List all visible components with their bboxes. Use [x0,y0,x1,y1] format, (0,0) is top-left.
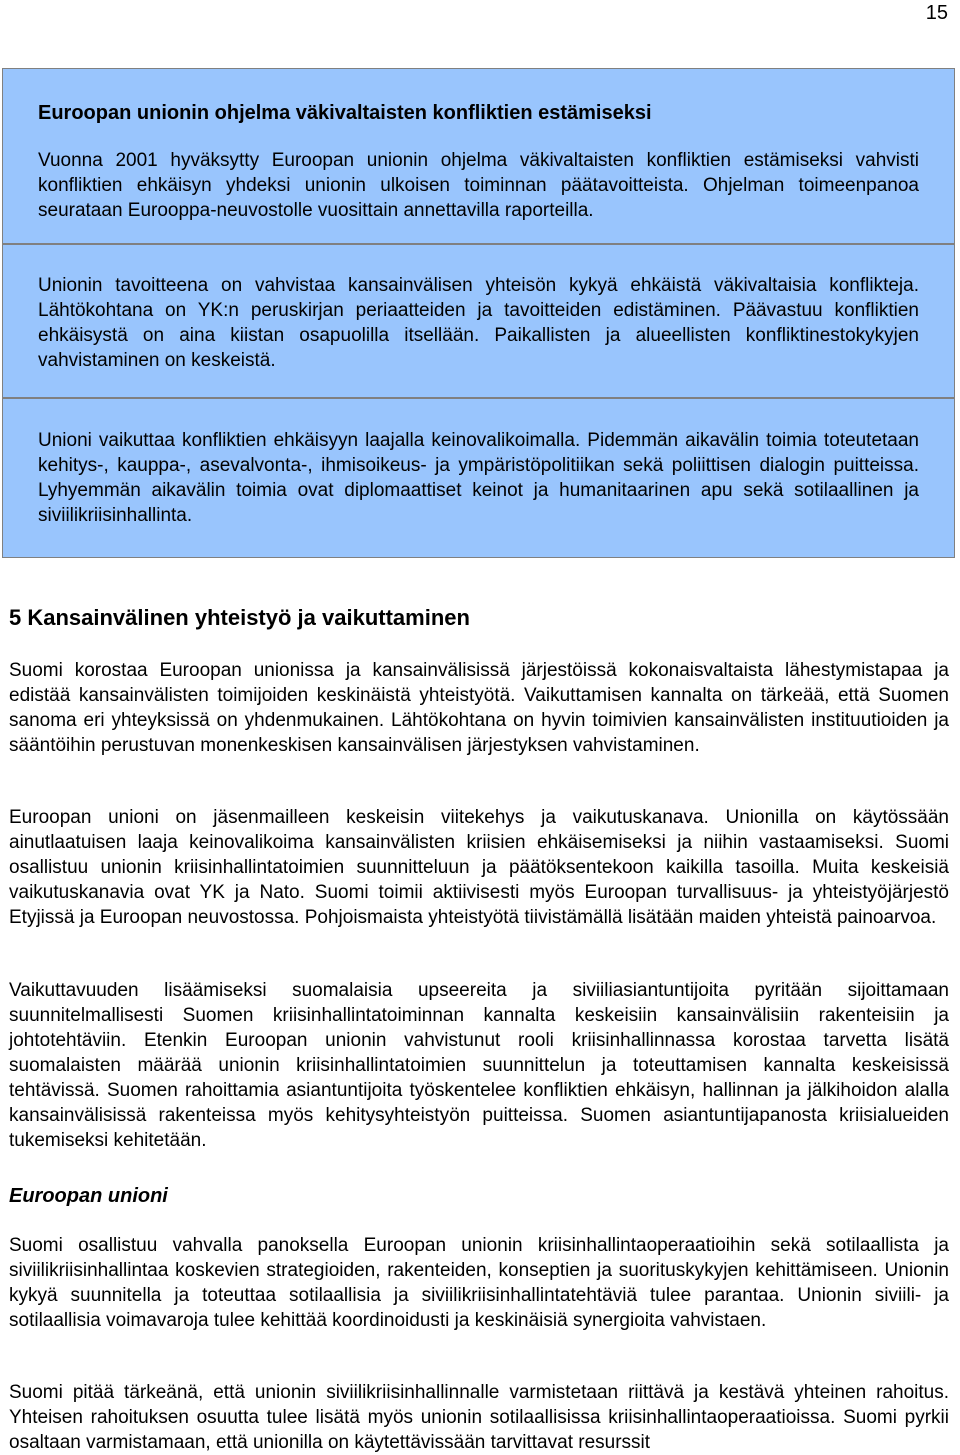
subsection-heading: Euroopan unioni [9,1185,168,1207]
body-paragraph [9,805,949,930]
info-box-paragraph: Unioni vaikuttaa konfliktien ehkäisyyn laajalla keinovalikoimalla. Pidemmän aikavälin toimia toteutetaan kehitys-, kauppa-, asevalvonta-, ihmisoikeus- ja ympäristöpolitiikan sekä poliittisen dialogin puitteissa. Lyhyemmän aikavälin toimia ovat diplomaattiset keinot ja humanitaarinen apu sekä sotilaallinen ja siviilikriisinhallinta. [38,430,919,526]
paragraph-text: Suomi osallistuu vahvalla panoksella Euroopan unionin kriisinhallintaoperaatioihin sekä sotilaallista ja siviilikriisinhallintaa koskevien strategioiden, rakenteiden, konseptien ja suorituskykyjen kehittämiseen. Unionin kykyä suunnitella ja toteuttaa sotilaallisia ja siviilikriisinhallintatehtäviä tulee parantaa. Unionin siviili- ja sotilaallisia voimavaroja tulee kehittää koordinoidusti ja keskinäisiä synergioita vahvistaen. [9,1235,949,1331]
body-paragraph [9,658,949,758]
page-number: 15 [925,2,948,24]
section-heading: 5 Kansainvälinen yhteistyö ja vaikuttaminen [9,605,470,630]
paragraph-text: Euroopan unioni on jäsenmailleen keskeisin viitekehys ja vaikutuskanava. Unionilla on käytössään ainutlaatuisen laaja keinovalikoima kansainvälisten kriisien ehkäisemiseksi ja niihin vastaamiseksi. Suomi osallistuu unionin kriisinhallintatoimien suunnitteluun ja päätöksentekoon kaikilla tasoilla. Muita keskeisiä vaikutuskanavia ovat YK ja Nato. Suomi toimii aktiivisesti myös Euroopan turvallisuus- ja yhteistyöjärjestö Etyjissä ja Euroopan neuvostossa. Pohjoismaista yhteistyötä tiivistämällä lisätään maiden yhteistä painoarvoa. [9,807,949,928]
body-paragraph [9,978,949,1153]
body-paragraph [9,1380,949,1455]
info-box-title: Euroopan unionin ohjelma väkivaltaisten konfliktien estämiseksi [38,102,652,124]
paragraph-text: Suomi korostaa Euroopan unionissa ja kansainvälisissä järjestöissä kokonaisvaltaista lähestymistapaa ja edistää kansainvälisten toimijoiden keskinäistä yhteistyötä. Vaikuttamisen kannalta on tärkeää, että Suomen sanoma eri yhteyksissä on yhdenmukainen. Lähtökohtana on hyvin toimivien kansainvälisten instituutioiden ja sääntöihin perustuvan monenkeskisen kansainvälisen järjestyksen vahvistaminen. [9,660,949,756]
info-box-paragraph: Vuonna 2001 hyväksytty Euroopan unionin ohjelma väkivaltaisten konfliktien estämiseksi vahvisti konfliktien ehkäisyn yhdeksi unionin ulkoisen toiminnan päätavoitteista. Ohjelman toimeenpanoa seurataan Eurooppa-neuvostolle vuosittain annettavilla raporteilla. [38,150,919,221]
body-paragraph [9,1233,949,1333]
info-box-intro [2,68,955,244]
paragraph-text: Suomi pitää tärkeänä, että unionin siviilikriisinhallinnalle varmistetaan riittävä ja kestävä yhteinen rahoitus. Yhteisen rahoituksen osuutta tulee lisätä myös unionin sotilaallisissa kriisinhallintaoperaatioissa. Suomi pyrkii osaltaan varmistamaan, että unionilla on käytettävissään tarvittavat resurssit [9,1382,949,1453]
info-box-goals [2,244,955,398]
info-box-measures [2,398,955,558]
info-box-paragraph: Unionin tavoitteena on vahvistaa kansainvälisen yhteisön kykyä ehkäistä väkivaltaisia konflikteja. Lähtökohtana on YK:n peruskirjan periaatteiden ja tavoitteiden edistäminen. Päävastuu konfliktien ehkäisystä on aina kiistan osapuolilla itsellään. Paikallisten ja alueellisten konfliktinestokykyjen vahvistaminen on keskeistä. [38,275,919,371]
paragraph-text: Vaikuttavuuden lisäämiseksi suomalaisia upseereita ja siviiliasiantuntijoita pyritään sijoittamaan suunnitelmallisesti Suomen kriisinhallintatoiminnan kannalta keskeisiin kansainvälisiin rakenteisiin ja johtotehtäviin. Etenkin Euroopan unionin vahvistunut rooli kriisinhallinnassa korostaa tarvetta lisätä suomalaisten määrää unionin kriisinhallintatoimien suunnittelun ja toteuttamisen kannalta keskeisissä tehtävissä. Suomen rahoittamia asiantuntijoita työskentelee konfliktien ehkäisyn, hallinnan ja jälkihoidon alalla kansainvälisissä rakenteissa myös kehitysyhteistyön puitteissa. Suomen asiantuntijapanosta kriisialueiden tukemiseksi kehitetään. [9,980,949,1151]
